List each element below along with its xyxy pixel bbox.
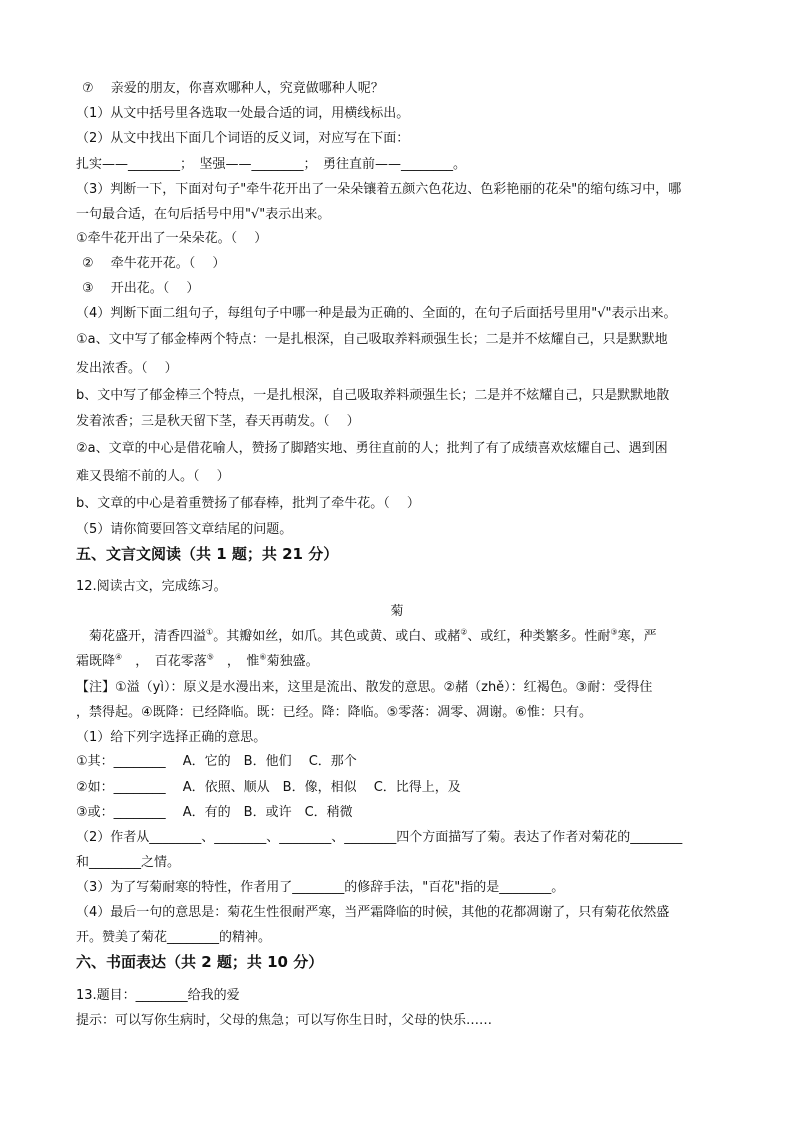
q11-group1-b-cont: 发着浓香；三是秋天留下茎，春天再萌发。（ ） bbox=[76, 414, 360, 429]
q11-sub1: （1）从文中括号里各选取一处最合适的词，用横线标出。 bbox=[76, 106, 410, 121]
poem-text: 菊花盛开，清香四溢 bbox=[76, 629, 207, 644]
poem-text: ， 百花零落 bbox=[122, 654, 207, 669]
q11-antonym-blanks: 扎实——________； 坚强——________； 勇往直前——________。 bbox=[76, 157, 467, 172]
poem-title: 菊 bbox=[390, 604, 404, 619]
footnote-marker: ⑥ bbox=[259, 652, 267, 662]
q12-sub3: （3）为了写菊耐寒的特性，作者用了________的修辞手法，"百花"指的是________。 bbox=[76, 880, 565, 895]
q11-sub4: （4）判断下面二组句子，每组句子中哪一种是最为正确的、全面的，在句子后面括号里用"√"表示出来。 bbox=[76, 306, 677, 321]
q12-sub1: （1）给下列字选择正确的意思。 bbox=[76, 730, 267, 745]
q13-hint: 提示：可以写你生病时，父母的焦急；可以写你生日时，父母的快乐…… bbox=[76, 1013, 493, 1028]
footnote-marker: ③ bbox=[610, 627, 618, 637]
q11-sub2: （2）从文中找出下面几个词语的反义词，对应写在下面： bbox=[76, 131, 410, 146]
q11-group1-b: b、文中写了郁金棒三个特点，一是扎根深，自己吸取养料顽强生长；二是并不炫耀自己，只是默默地散 bbox=[76, 388, 670, 403]
q11-sub5: （5）请你简要回答文章结尾的问题。 bbox=[76, 522, 293, 537]
q11-item-7: ⑦ 亲爱的朋友，你喜欢哪种人，究竟做哪种人呢？ bbox=[82, 81, 384, 96]
q11-group2-a: ②a、文章的中心是借花喻人，赞扬了脚踏实地、勇往直前的人；批判了有了成绩喜欢炫耀自己、遇到困 bbox=[76, 441, 668, 456]
footnote-marker: ① bbox=[206, 627, 214, 637]
q11-option-1: ①牵牛花开出了一朵朵花。（ ） bbox=[76, 231, 268, 246]
q12-sub2: （2）作者从________、________、________、________四个方面描写了菊。表达了作者对菊花的________ bbox=[76, 830, 683, 845]
q11-group1-a: ①a、文中写了郁金棒两个特点：一是扎根深，自己吸取养料顽强生长；二是并不炫耀自己，只是默默地 bbox=[76, 332, 668, 347]
q12-sub2-cont: 和________之情。 bbox=[76, 855, 181, 870]
notes-line-2: ，禁得起。④既降：已经降临。既：已经。降：降临。⑤零落：凋零、凋谢。⑥惟：只有。 bbox=[76, 705, 592, 720]
q11-group2-a-cont: 难又畏缩不前的人。（ ） bbox=[76, 469, 230, 484]
q11-sub3-cont: 一句最合适，在句后括号中用"√"表示出来。 bbox=[76, 207, 331, 222]
q11-option-3: ③ 开出花。（ ） bbox=[82, 281, 200, 296]
q11-option-2: ② 牵牛花开花。（ ） bbox=[82, 256, 226, 271]
footnote-marker: ⑤ bbox=[206, 652, 214, 662]
q12-word-3: ③或：________ A．有的 B．或许 C．稍微 bbox=[76, 805, 353, 820]
poem-text: 、或红，种类繁多。性耐 bbox=[467, 629, 611, 644]
poem-line-2 bbox=[76, 653, 319, 671]
section-heading-5: 五、文言文阅读（共 1 题；共 21 分） bbox=[76, 545, 339, 563]
q11-sub3: （3）判断一下，下面对句子"牵牛花开出了一朵朵镶着五颜六色花边、色彩艳丽的花朵"的缩句练习中，哪 bbox=[76, 182, 682, 197]
q12-sub4: （4）最后一句的意思是：菊花生性很耐严寒，当严霜降临的时候，其他的花都凋谢了，只有菊花依然盛 bbox=[76, 905, 670, 920]
poem-line-1 bbox=[76, 628, 657, 646]
q12-word-2: ②如：________ A．依照、顺从 B．像，相似 C．比得上，及 bbox=[76, 780, 461, 795]
q12-intro: 12.阅读古文，完成练习。 bbox=[76, 579, 227, 594]
poem-text: 。其瓣如丝，如爪。其色或黄、或白、或赭 bbox=[213, 629, 461, 644]
q12-sub4-cont: 开。赞美了菊花________的精神。 bbox=[76, 930, 272, 945]
q12-word-1: ①其：________ A．它的 B．他们 C．那个 bbox=[76, 754, 357, 769]
poem-text: 霜既降 bbox=[76, 654, 116, 669]
footnote-marker: ② bbox=[460, 627, 468, 637]
q11-group2-b: b、文章的中心是着重赞扬了郁春棒，批判了牵牛花。（ ） bbox=[76, 496, 420, 511]
poem-text: 菊独盛。 bbox=[266, 654, 319, 669]
q13-title: 13.题目：________给我的爱 bbox=[76, 988, 240, 1003]
notes-line-1: 【注】①溢（yì）：原义是水漫出来，这里是流出、散发的意思。②赭（zhě）：红褐色。③耐：受得住 bbox=[76, 680, 653, 695]
poem-text: ， 惟 bbox=[213, 654, 260, 669]
footnote-marker: ④ bbox=[115, 652, 123, 662]
q11-group1-a-cont: 发出浓香。（ ） bbox=[76, 361, 178, 376]
poem-text: 寒，严 bbox=[617, 629, 657, 644]
section-heading-6: 六、书面表达（共 2 题；共 10 分） bbox=[76, 953, 324, 971]
